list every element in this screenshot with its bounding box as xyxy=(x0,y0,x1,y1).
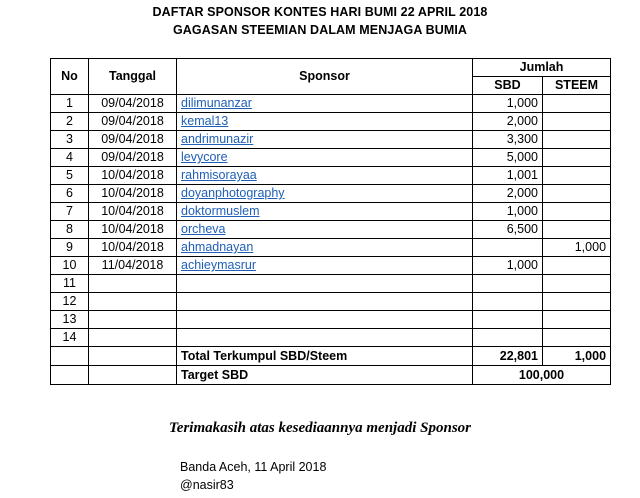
row-steem xyxy=(543,275,611,293)
total-empty-date xyxy=(89,347,177,366)
row-date: 10/04/2018 xyxy=(89,167,177,185)
row-sbd: 2,000 xyxy=(473,185,543,203)
row-sponsor xyxy=(177,257,473,275)
total-steem: 1,000 xyxy=(543,347,611,366)
row-number: 3 xyxy=(51,131,89,149)
row-sbd: 1,000 xyxy=(473,257,543,275)
sponsor-link[interactable]: orcheva xyxy=(181,222,226,236)
document-subtitle: GAGASAN STEEMIAN DALAM MENJAGA BUMIA xyxy=(172,23,468,37)
row-sponsor xyxy=(177,131,473,149)
row-sponsor xyxy=(177,239,473,257)
table-row xyxy=(51,185,611,203)
row-steem xyxy=(543,293,611,311)
row-date xyxy=(89,293,177,311)
row-date xyxy=(89,275,177,293)
row-sponsor xyxy=(177,95,473,113)
row-number: 5 xyxy=(51,167,89,185)
header-jumlah: Jumlah xyxy=(473,59,611,77)
sponsor-link[interactable]: dilimunanzar xyxy=(181,96,252,110)
username: @nasir83 xyxy=(180,478,234,492)
place-date: Banda Aceh, 11 April 2018 xyxy=(180,460,327,474)
sponsor-link[interactable]: rahmisorayaa xyxy=(181,168,257,182)
row-number: 2 xyxy=(51,113,89,131)
row-number: 7 xyxy=(51,203,89,221)
row-sponsor xyxy=(177,221,473,239)
table-row xyxy=(51,329,611,347)
row-number: 14 xyxy=(51,329,89,347)
row-steem xyxy=(543,257,611,275)
row-steem xyxy=(543,131,611,149)
sponsor-link[interactable]: andrimunazir xyxy=(181,132,254,146)
row-sbd: 6,500 xyxy=(473,221,543,239)
row-date: 09/04/2018 xyxy=(89,149,177,167)
row-steem xyxy=(543,203,611,221)
document-title: DAFTAR SPONSOR KONTES HARI BUMI 22 APRIL 2018 xyxy=(152,5,488,19)
total-empty-no xyxy=(51,347,89,366)
row-number: 11 xyxy=(51,275,89,293)
row-date: 09/04/2018 xyxy=(89,95,177,113)
row-number: 12 xyxy=(51,293,89,311)
table-row xyxy=(51,131,611,149)
row-number: 4 xyxy=(51,149,89,167)
row-sbd: 2,000 xyxy=(473,113,543,131)
table-row xyxy=(51,257,611,275)
target-label: Target SBD xyxy=(177,366,473,385)
table-row xyxy=(51,311,611,329)
row-steem: 1,000 xyxy=(543,239,611,257)
row-date: 10/04/2018 xyxy=(89,221,177,239)
header-steem: STEEM xyxy=(543,77,611,95)
row-number: 9 xyxy=(51,239,89,257)
table-row xyxy=(51,203,611,221)
header-sponsor: Sponsor xyxy=(177,59,473,95)
target-row xyxy=(51,366,611,385)
row-number: 1 xyxy=(51,95,89,113)
target-empty-date xyxy=(89,366,177,385)
row-number: 8 xyxy=(51,221,89,239)
row-steem xyxy=(543,95,611,113)
row-date xyxy=(89,311,177,329)
header-no: No xyxy=(51,59,89,95)
row-sponsor xyxy=(177,113,473,131)
row-date: 10/04/2018 xyxy=(89,239,177,257)
table-row xyxy=(51,239,611,257)
row-sbd: 1,000 xyxy=(473,95,543,113)
target-empty-no xyxy=(51,366,89,385)
table-row xyxy=(51,293,611,311)
row-number: 6 xyxy=(51,185,89,203)
sponsor-link[interactable]: achieymasrur xyxy=(181,258,257,272)
row-date xyxy=(89,329,177,347)
row-sbd xyxy=(473,239,543,257)
row-sponsor xyxy=(177,293,473,311)
row-sponsor xyxy=(177,275,473,293)
header-sbd: SBD xyxy=(473,77,543,95)
row-number: 10 xyxy=(51,257,89,275)
row-sbd xyxy=(473,329,543,347)
sponsor-table xyxy=(50,58,611,385)
sponsor-link[interactable]: levycore xyxy=(181,150,228,164)
table-row xyxy=(51,149,611,167)
row-sbd xyxy=(473,275,543,293)
row-date: 09/04/2018 xyxy=(89,131,177,149)
row-date: 10/04/2018 xyxy=(89,203,177,221)
row-steem xyxy=(543,167,611,185)
row-steem xyxy=(543,149,611,167)
row-sponsor xyxy=(177,149,473,167)
header-tanggal: Tanggal xyxy=(89,59,177,95)
table-row xyxy=(51,95,611,113)
row-sponsor xyxy=(177,203,473,221)
table-row xyxy=(51,221,611,239)
row-sponsor xyxy=(177,311,473,329)
row-sbd xyxy=(473,311,543,329)
row-date: 09/04/2018 xyxy=(89,113,177,131)
sponsor-link[interactable]: doyanphotography xyxy=(181,186,285,200)
row-number: 13 xyxy=(51,311,89,329)
row-sbd: 1,001 xyxy=(473,167,543,185)
row-steem xyxy=(543,221,611,239)
row-sponsor xyxy=(177,167,473,185)
sponsor-link[interactable]: ahmadnayan xyxy=(181,240,254,254)
sponsor-link[interactable]: kemal13 xyxy=(181,114,229,128)
row-sbd: 1,000 xyxy=(473,203,543,221)
row-date: 11/04/2018 xyxy=(89,257,177,275)
sponsor-link[interactable]: doktormuslem xyxy=(181,204,260,218)
row-date: 10/04/2018 xyxy=(89,185,177,203)
row-sbd xyxy=(473,293,543,311)
row-sponsor xyxy=(177,185,473,203)
table-row xyxy=(51,167,611,185)
total-row xyxy=(51,347,611,366)
row-sbd: 5,000 xyxy=(473,149,543,167)
target-value: 100,000 xyxy=(473,366,611,385)
table-row xyxy=(51,275,611,293)
row-sbd: 3,300 xyxy=(473,131,543,149)
row-steem xyxy=(543,329,611,347)
row-steem xyxy=(543,311,611,329)
table-row xyxy=(51,113,611,131)
thanks-note: Terimakasih atas kesediaannya menjadi Sponsor xyxy=(169,420,471,436)
total-label: Total Terkumpul SBD/Steem xyxy=(177,347,473,366)
row-steem xyxy=(543,113,611,131)
total-sbd: 22,801 xyxy=(473,347,543,366)
row-sponsor xyxy=(177,329,473,347)
row-steem xyxy=(543,185,611,203)
